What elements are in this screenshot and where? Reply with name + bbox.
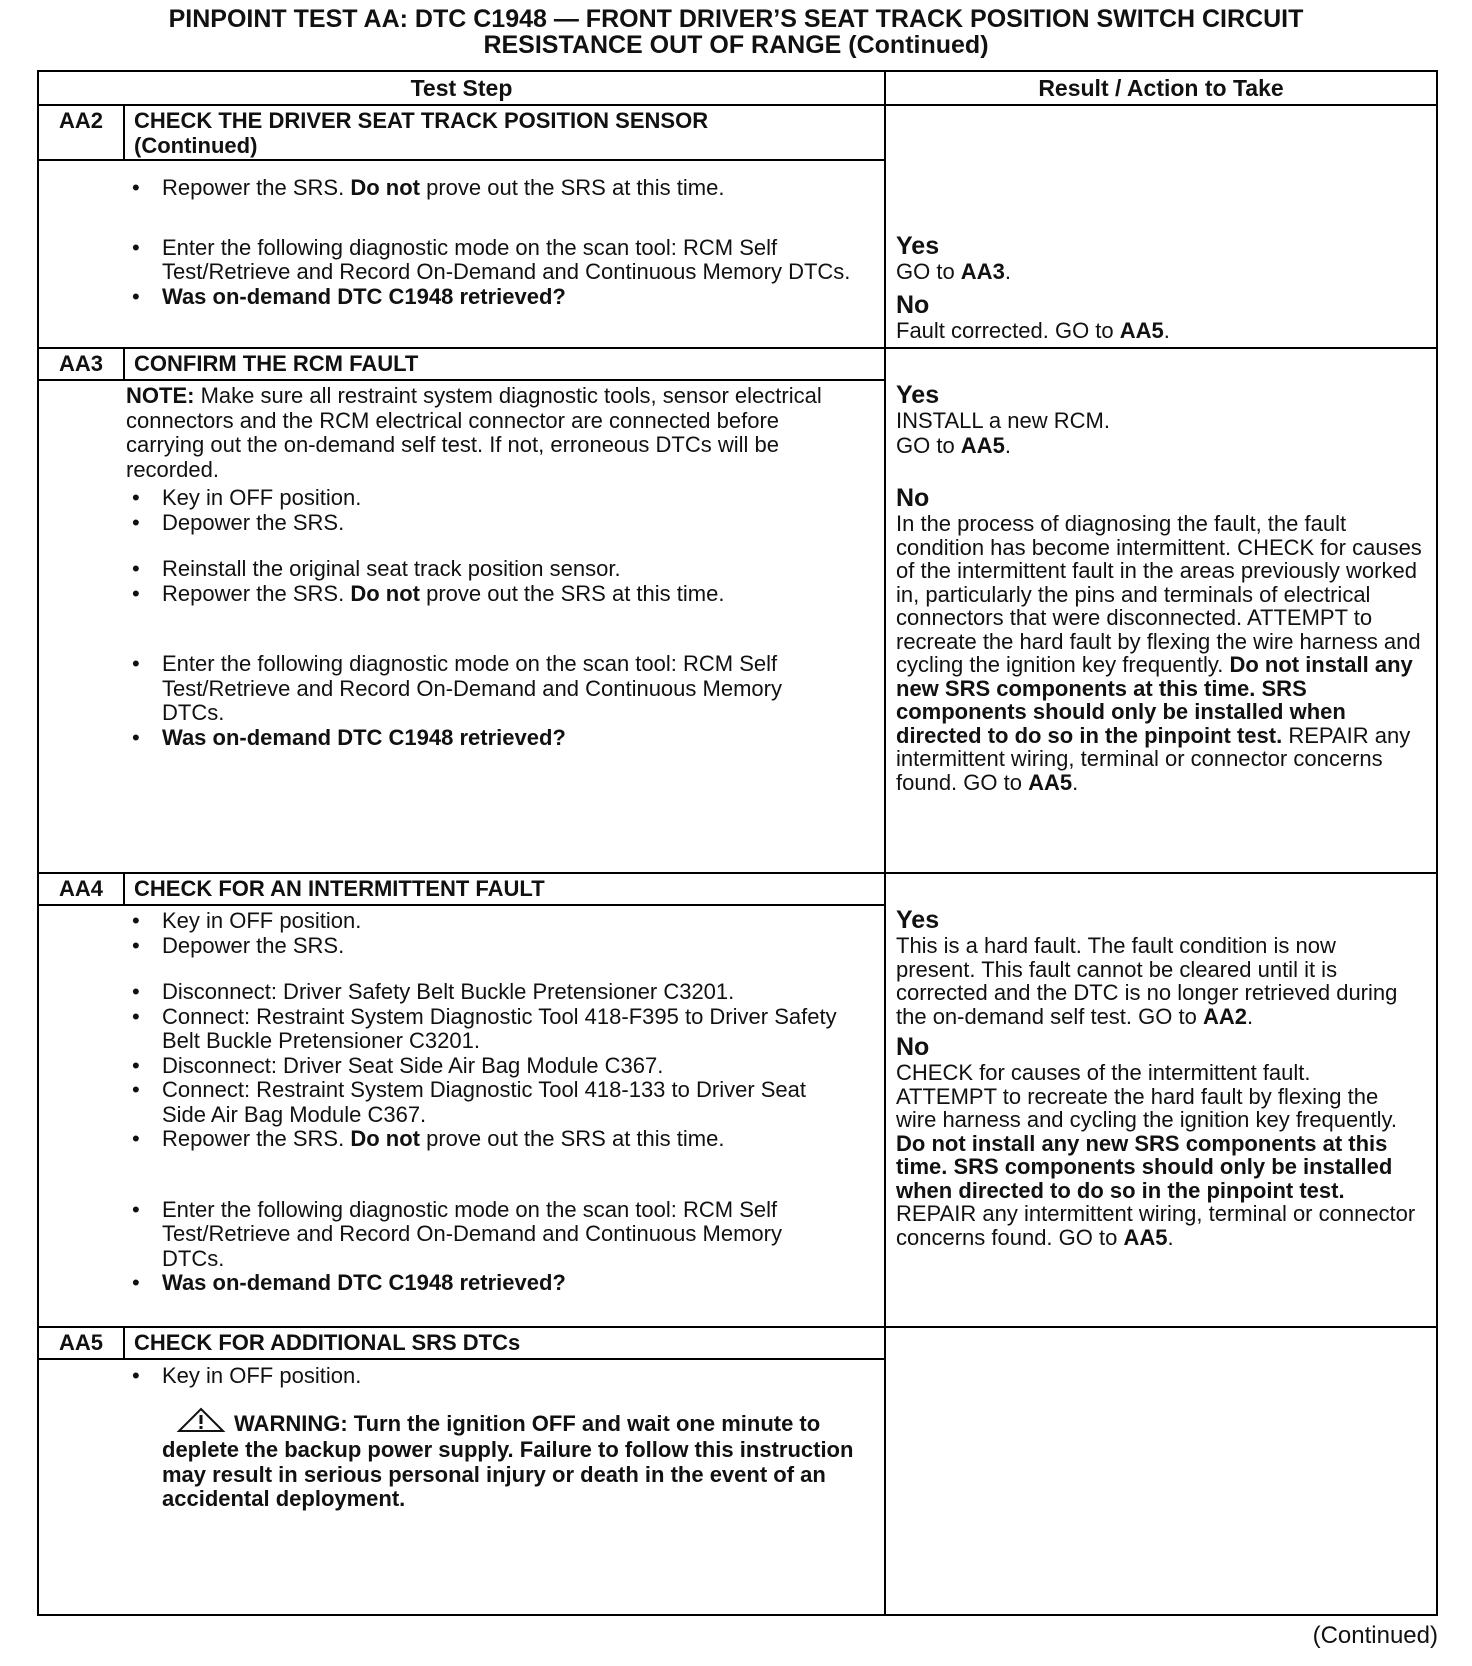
step-id-divider-aa4 <box>123 874 125 906</box>
aa2-results <box>896 233 1421 343</box>
no-action: Fault corrected. GO to AA5. <box>896 317 1170 343</box>
step-id-aa4: AA4 <box>58 876 103 901</box>
list-item: • Depower the SRS. <box>124 934 844 959</box>
note-text: NOTE: Make sure all restraint system diagnostic tools, sensor electrical connectors and the RCM electrical connector are connected before carrying out the on-demand self test. If not, erroneous DTCs will be recorded. <box>126 383 822 482</box>
yes-action-goto: GO to AA5. <box>896 432 1011 458</box>
no-label: No <box>896 1033 930 1061</box>
header-result-action: Result / Action to Take <box>1038 75 1284 101</box>
aa2-title-divider <box>39 159 884 161</box>
aa3-results <box>896 382 1431 794</box>
column-divider <box>884 72 886 1616</box>
list-item: • Enter the following diagnostic mode on the scan tool: RCM Self Test/Retrieve and Record On-Demand and Continuous Memory DTCs. <box>124 1198 844 1272</box>
list-item: • Was on-demand DTC C1948 retrieved? <box>124 285 874 310</box>
step-id-divider-aa2 <box>123 106 125 160</box>
list-item: • Reinstall the original seat track position sensor. <box>124 557 846 582</box>
step-id-aa2: AA2 <box>58 108 103 133</box>
title-line-1: PINPOINT TEST AA: DTC C1948 — FRONT DRIVER’S SEAT TRACK POSITION SWITCH CIRCUIT <box>168 5 1304 33</box>
step-id-divider-aa3 <box>123 349 125 381</box>
title-line-2: RESISTANCE OUT OF RANGE (Continued) <box>483 31 989 59</box>
yes-label: Yes <box>896 906 940 934</box>
yes-label: Yes <box>896 381 940 409</box>
aa5-title-divider <box>39 1358 884 1360</box>
list-item: • Connect: Restraint System Diagnostic Tool 418-133 to Driver Seat Side Air Bag Module C367. <box>124 1078 844 1127</box>
yes-action: This is a hard fault. The fault condition is now present. This fault cannot be cleared until it is corrected and the DTC is no longer retrieved during the on-demand self test. GO to AA2. <box>896 933 1398 1029</box>
yes-action: GO to AA3. <box>896 259 1011 284</box>
step-id-divider-aa5 <box>123 1328 125 1360</box>
aa5-steps <box>124 1364 859 1512</box>
step-title-aa3: CONFIRM THE RCM FAULT <box>134 351 419 376</box>
list-item: • Was on-demand DTC C1948 retrieved? <box>124 726 846 751</box>
list-item: • Enter the following diagnostic mode on the scan tool: RCM Self Test/Retrieve and Record On-Demand and Continuous Memory DTCs. <box>124 652 846 726</box>
no-label: No <box>896 484 930 512</box>
aa3-steps <box>126 384 846 750</box>
no-action: CHECK for causes of the intermittent fault. ATTEMPT to recreate the hard fault by flexing the wire harness and cycling the ignition key frequently. Do not install any new SRS components at this time. SRS components should only be installed when directed to do so in the pinpoint test. REPAIR any intermittent wiring, terminal or connector concerns found. GO to AA5. <box>896 1060 1416 1250</box>
aa4-steps <box>124 909 844 1296</box>
pinpoint-test-table <box>37 70 1438 1616</box>
list-item: • Was on-demand DTC C1948 retrieved? <box>124 1271 844 1296</box>
aa3-title-divider <box>39 379 884 381</box>
continued-footer: (Continued) <box>1312 1622 1438 1649</box>
step-id-aa3: AA3 <box>58 351 103 376</box>
aa4-row-divider <box>39 872 1436 874</box>
list-item: • Enter the following diagnostic mode on the scan tool: RCM Self Test/Retrieve and Record On-Demand and Continuous Memory DTCs. <box>124 236 874 285</box>
list-item: • Disconnect: Driver Safety Belt Buckle Pretensioner C3201. <box>124 980 844 1005</box>
no-action: In the process of diagnosing the fault, the fault condition has become intermittent. CHECK for causes of the intermittent fault in the areas previously worked in, particularly the pins and terminals of electrical connectors that were disconnected. ATTEMPT to recreate the hard fault by flexing the wire harness and cycling the ignition key frequently. Do not install any new SRS components at this time. SRS components should only be installed when directed to do so in the pinpoint test. REPAIR any intermittent wiring, terminal or connector concerns found. GO to AA5. <box>896 511 1422 795</box>
aa5-row-divider <box>39 1326 1436 1328</box>
list-item: • Depower the SRS. <box>124 511 846 536</box>
step-title-aa5: CHECK FOR ADDITIONAL SRS DTCs <box>134 1330 521 1355</box>
header-test-step: Test Step <box>410 75 513 101</box>
list-item: • Repower the SRS. Do not prove out the SRS at this time. <box>124 176 874 201</box>
warning-triangle-icon <box>176 1407 226 1439</box>
list-item: • Repower the SRS. Do not prove out the SRS at this time. <box>124 582 846 607</box>
no-label: No <box>896 290 930 319</box>
list-item: • Connect: Restraint System Diagnostic Tool 418-F395 to Driver Safety Belt Buckle Pretensioner C3201. <box>124 1005 844 1054</box>
step-title-aa4: CHECK FOR AN INTERMITTENT FAULT <box>134 876 545 901</box>
aa2-steps <box>124 176 874 309</box>
step-id-aa5: AA5 <box>58 1330 103 1355</box>
list-item: • Key in OFF position. <box>124 909 844 934</box>
aa4-title-divider <box>39 904 884 906</box>
page-title <box>0 6 1472 58</box>
list-item: • Key in OFF position. <box>124 486 846 511</box>
step-title-aa2: CHECK THE DRIVER SEAT TRACK POSITION SENSOR (Continued) <box>134 108 709 158</box>
warning-text: WARNING: Turn the ignition OFF and wait one minute to deplete the backup power supply. Failure to follow this instruction may result in serious personal injury or death in the event of an accidental deployment. <box>124 1407 859 1512</box>
yes-action-install: INSTALL a new RCM. <box>896 408 1110 433</box>
list-item: • Repower the SRS. Do not prove out the SRS at this time. <box>124 1127 844 1152</box>
aa3-row-divider <box>39 347 1436 349</box>
list-item: • Key in OFF position. <box>124 1364 859 1389</box>
yes-label: Yes <box>896 232 940 260</box>
list-item: • Disconnect: Driver Seat Side Air Bag Module C367. <box>124 1054 844 1079</box>
aa4-results <box>896 907 1416 1249</box>
